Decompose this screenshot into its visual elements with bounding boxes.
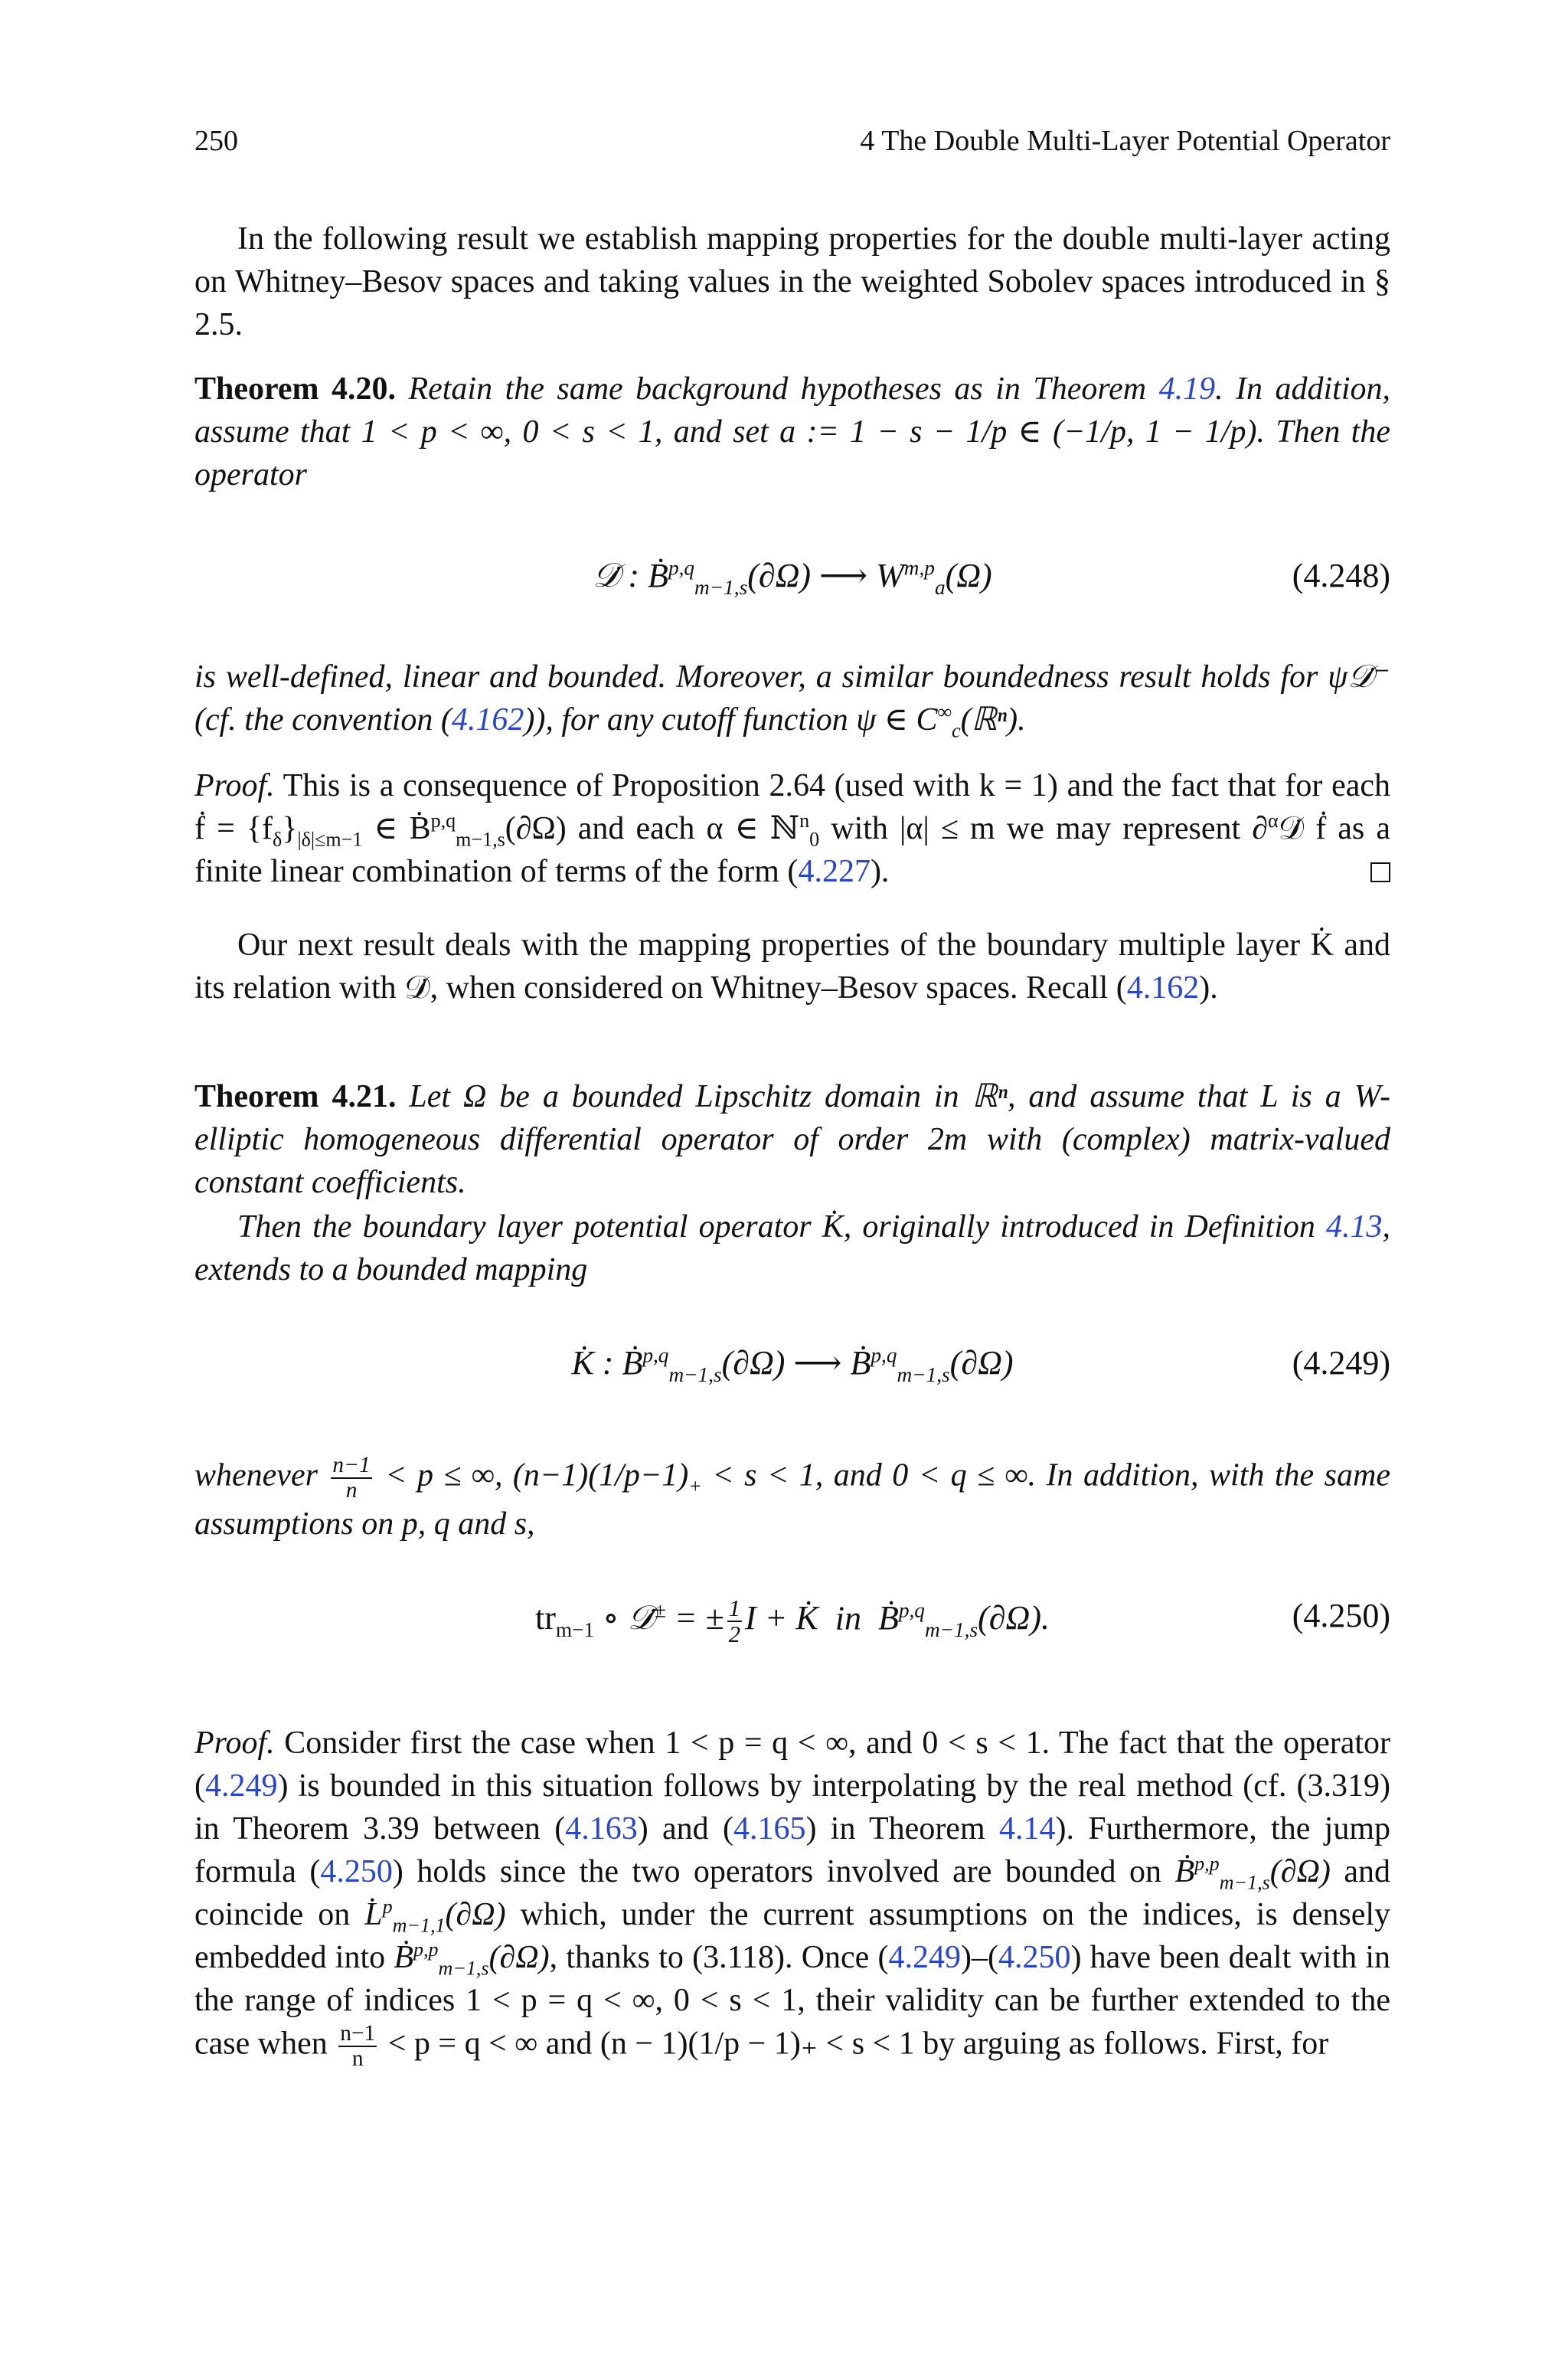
- ref-link[interactable]: 4.14: [998, 1811, 1056, 1846]
- ref-link[interactable]: 4.227: [798, 854, 871, 889]
- proof-2: Proof. Consider first the case when 1 < p = q < ∞, and 0 < s < 1. The fact that the operator (4.249) is bounded in this situation follows by interpolating by the real method (cf. (3.319) in Theorem 3.39 between (4.163) and (4.165) in Theorem 4.14). Furthermore, the jump formula (4.250) holds since the two operators involved are bounded on Ḃ$^{p,p}_{m-1,s}$(∂Ω) and coincide on L̇$^p_{m-1,1}$(∂Ω) which, under the current assumptions on the indices, is densely embedded into Ḃ$^{p,p}_{m-1,s}$(∂Ω), thanks to (3.118). Once (4.249)–(4.250) have been dealt with in the range of indices 1 < p = q < ∞, 0 < s < 1, their validity can be further extended to the case when $\frac{n-1}{n}$ < p = q < ∞ and (n − 1)(1/p − 1)₊ < s < 1 by arguing as follows. First, for: [194, 1725, 1391, 2071]
- ref-link[interactable]: 4.165: [733, 1811, 806, 1846]
- ref-link[interactable]: 4.13: [1326, 1209, 1383, 1245]
- ref-link[interactable]: 4.249: [205, 1768, 278, 1804]
- ref-link[interactable]: 4.163: [565, 1811, 638, 1846]
- theorem-4-20-conclusion: is well-defined, linear and bounded. Moreover, a similar boundedness result holds for ψ𝒟̇⁻ (cf. the convention (4.162)), for any cutoff function ψ ∈ $C^\infty_c(ℝ^n)$.: [194, 659, 1390, 742]
- theorem-label: Theorem 4.20.: [194, 371, 396, 407]
- equation-tag: (4.248): [1292, 557, 1390, 594]
- running-title: 4 The Double Multi-Layer Potential Operator: [860, 125, 1390, 157]
- equation-4-249: K̇ : Ḃ$^{p,q}_{m-1,s}$(∂Ω) ⟶ Ḃ$^{p,q}_{m-1,s}$(∂Ω) (4.249): [571, 1343, 1390, 1386]
- proof-label: Proof.: [194, 1725, 275, 1761]
- equation-tag: (4.250): [1292, 1597, 1390, 1634]
- equation-4-250: $tr_{m-1}$ ∘ 𝒟̇± = ± $\frac{1}{2}$ I + K̇ in Ḃ$^{p,q}_{m-1,s}$(∂Ω). (4.250): [535, 1595, 1390, 1648]
- theorem-4-21: Theorem 4.21. Let Ω be a bounded Lipschitz domain in ℝⁿ, and assume that L is a W-elliptic homogeneous differential operator of order 2m with (complex) matrix-valued constant coefficients.: [194, 1079, 1390, 1200]
- theorem-4-21-part2: Then the boundary layer potential operator K̇, originally introduced in Definition 4.13, extends to a bounded mapping: [194, 1209, 1390, 1287]
- equation-tag: (4.249): [1292, 1344, 1390, 1382]
- proof-1: Proof. This is a consequence of Proposition 2.64 (used with k = 1) and the fact that for each ḟ = $\{f_\delta\}_{|\delta|\le m-1}$ ∈ Ḃ$^{p,q}_{m-1,s}$(∂Ω) and each α ∈ ℕ$^n_0$ with |α| ≤ m we may represent ∂$^\alpha$𝒟̇ ḟ as a finite linear combination of terms of the form (4.227).: [194, 768, 1390, 889]
- theorem-4-20: Theorem 4.20. Retain the same background hypotheses as in Theorem 4.19. In addition, assume that 1 < p < ∞, 0 < s < 1, and set a := 1 − s − 1/p ∈ (−1/p, 1 − 1/p). Then the operator: [194, 371, 1391, 492]
- ref-link[interactable]: 4.19: [1158, 371, 1216, 407]
- running-header: [194, 124, 1390, 162]
- ref-link[interactable]: 4.250: [998, 1940, 1071, 1975]
- ref-link[interactable]: 4.249: [888, 1940, 962, 1975]
- theorem-label: Theorem 4.21.: [194, 1079, 397, 1114]
- theorem-4-21-whenever: whenever $\frac{n-1}{n}$ < p ≤ ∞, $(n-1)(1/p-1)_+ < s < 1$, and 0 < q ≤ ∞. In addition, with the same assumptions on p, q and s,: [194, 1453, 1390, 1542]
- equation-4-248: 𝒟̇ : Ḃ$^{p,q}_{m-1,s}$(∂Ω) ⟶ W$^{m,p}_a$(Ω) (4.248): [593, 556, 1390, 599]
- ref-link[interactable]: 4.162: [451, 702, 524, 738]
- page-number: 250: [194, 125, 238, 157]
- proof-label: Proof.: [194, 768, 275, 803]
- ref-link[interactable]: 4.162: [1126, 970, 1200, 1006]
- intro-paragraph: In the following result we establish mapping properties for the double multi-layer acting on Whitney–Besov spaces and taking values in the weighted Sobolev spaces introduced in § 2.5.: [194, 221, 1390, 342]
- ref-link[interactable]: 4.250: [320, 1854, 393, 1889]
- paragraph-next-result: Our next result deals with the mapping properties of the boundary multiple layer K̇ and its relation with 𝒟̇, when considered on Whitney–Besov spaces. Recall (4.162).: [194, 927, 1390, 1006]
- qed-square-icon: [1370, 862, 1390, 882]
